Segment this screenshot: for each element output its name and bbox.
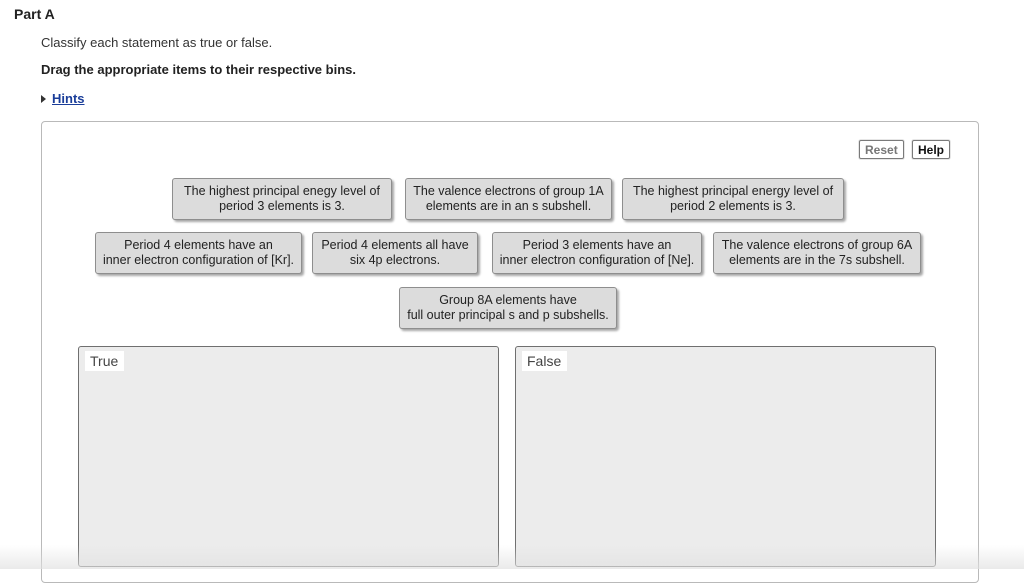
card-text-line: Period 4 elements have an	[124, 238, 273, 252]
draggable-card[interactable]	[95, 232, 302, 274]
card-text-line: Period 3 elements have an	[522, 238, 672, 252]
bin-label: False	[522, 351, 567, 371]
draggable-card[interactable]	[312, 232, 478, 274]
card-text-line: elements are in the 7s subshell.	[729, 253, 905, 267]
card-text-line: full outer principal s and p subshells.	[407, 308, 609, 322]
hints-toggle[interactable]	[41, 91, 85, 106]
card-text-line: inner electron configuration of [Kr].	[102, 253, 295, 267]
draggable-card[interactable]	[622, 178, 844, 220]
card-text-line: period 2 elements is 3.	[670, 199, 796, 213]
bin-label: True	[85, 351, 124, 371]
card-text-line: period 3 elements is 3.	[219, 199, 345, 213]
draggable-card[interactable]	[399, 287, 617, 329]
card-text-line: The highest principal enegy level of	[184, 184, 380, 198]
instruction-text: Classify each statement as true or false.	[41, 35, 273, 50]
false-bin[interactable]	[515, 346, 936, 567]
hints-link[interactable]: Hints	[52, 91, 85, 106]
reset-button[interactable]: Reset	[859, 140, 904, 159]
part-title: Part A	[14, 6, 55, 22]
card-text-line: inner electron configuration of [Ne].	[499, 253, 695, 267]
card-text-line: six 4p electrons.	[349, 253, 441, 267]
draggable-card[interactable]	[713, 232, 921, 274]
card-text-line: elements are in an s subshell.	[425, 199, 592, 213]
help-button[interactable]: Help	[912, 140, 950, 159]
card-text-line: The valence electrons of group 1A	[413, 184, 604, 198]
drag-instruction-text: Drag the appropriate items to their respective bins.	[41, 62, 356, 77]
card-text-line: The valence electrons of group 6A	[721, 238, 913, 252]
true-bin[interactable]	[78, 346, 499, 567]
card-text-line: The highest principal energy level of	[632, 184, 834, 198]
draggable-card[interactable]	[492, 232, 702, 274]
card-text-line: Period 4 elements all have	[321, 238, 469, 252]
triangle-right-icon	[41, 95, 46, 103]
draggable-card[interactable]	[405, 178, 612, 220]
card-text-line: Group 8A elements have	[439, 293, 577, 307]
draggable-card[interactable]	[172, 178, 392, 220]
